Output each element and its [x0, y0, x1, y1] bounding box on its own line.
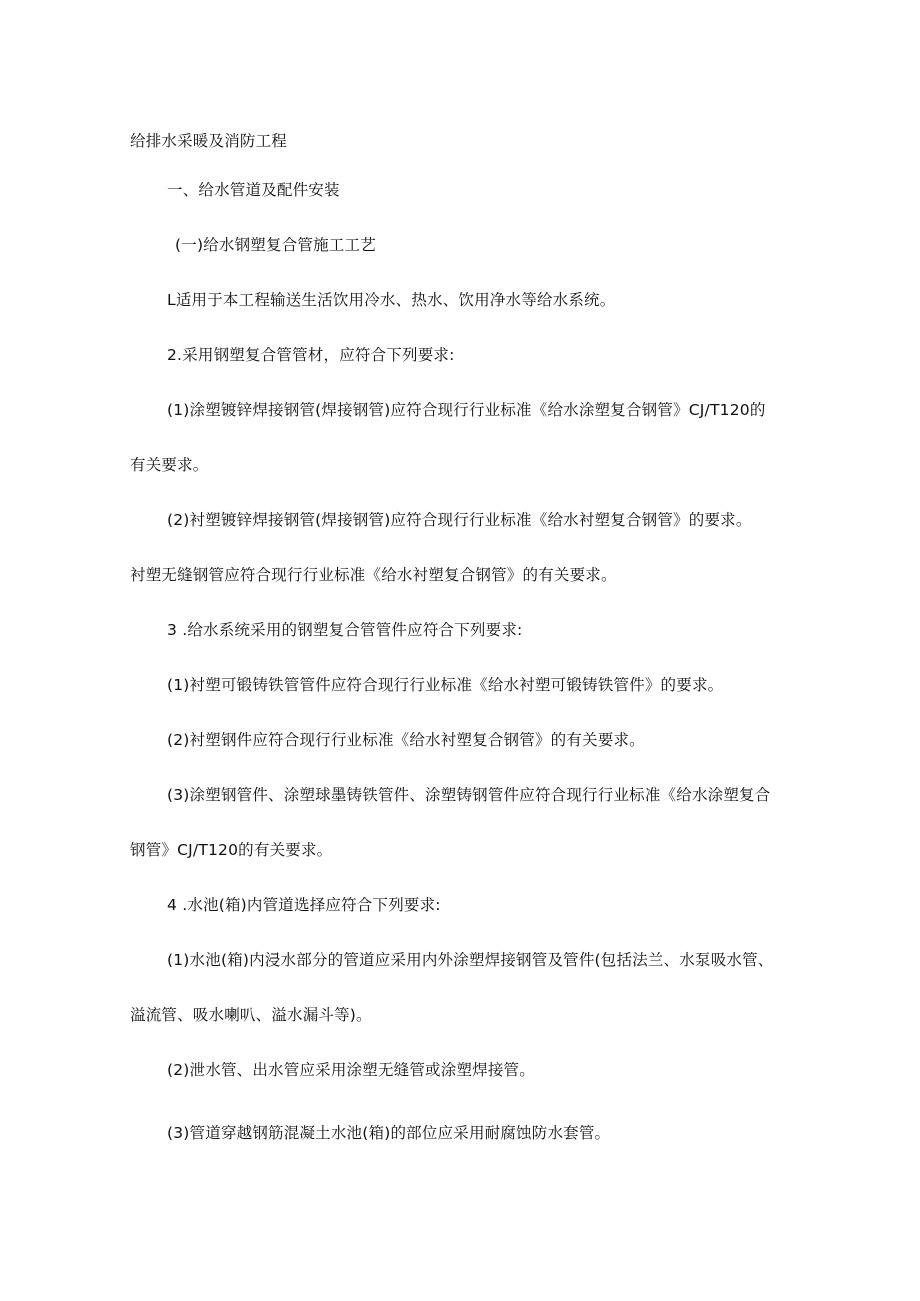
paragraph: (1)衬塑可锻铸铁管管件应符合现行行业标准《给水衬塑可锻铸铁管件》的要求。 — [167, 676, 724, 694]
paragraph: (1)涂塑镀锌焊接钢管(焊接钢管)应符合现行行业标准《给水涂塑复合钢管》CJ/T120的 — [167, 401, 766, 419]
paragraph: 3 .给水系统采用的钢塑复合管管件应符合下列要求: — [167, 621, 523, 639]
paragraph: (3)管道穿越钢筋混凝土水池(箱)的部位应采用耐腐蚀防水套管。 — [167, 1124, 611, 1142]
section-heading: 一、给水管道及配件安装 — [167, 181, 340, 199]
paragraph: 2.采用钢塑复合管管材，应符合下列要求: — [167, 346, 455, 364]
paragraph: 4 .水池(箱)内管道选择应符合下列要求: — [167, 896, 441, 914]
paragraph: (2)衬塑钢件应符合现行行业标准《给水衬塑复合钢管》的有关要求。 — [167, 731, 645, 749]
paragraph: (3)涂塑钢管件、涂塑球墨铸铁管件、涂塑铸钢管件应符合现行行业标准《给水涂塑复合 — [167, 786, 771, 804]
paragraph: L适用于本工程输送生活饮用冷水、热水、饮用净水等给水系统。 — [167, 291, 616, 309]
paragraph-continuation: 有关要求。 — [130, 456, 209, 474]
paragraph: (2)泄水管、出水管应采用涂塑无缝管或涂塑焊接管。 — [167, 1061, 535, 1079]
paragraph-continuation: 溢流管、吸水喇叭、溢水漏斗等)。 — [130, 1006, 372, 1024]
paragraph: (1)水池(箱)内浸水部分的管道应采用内外涂塑焊接钢管及管件(包括法兰、水泵吸水管、 — [167, 951, 774, 969]
paragraph-continuation: 钢管》CJ/T120的有关要求。 — [130, 841, 333, 859]
paragraph: (2)衬塑镀锌焊接钢管(焊接钢管)应符合现行行业标准《给水衬塑复合钢管》的要求。 — [167, 511, 752, 529]
paragraph-continuation: 衬塑无缝钢管应符合现行行业标准《给水衬塑复合钢管》的有关要求。 — [130, 566, 617, 584]
document-title: 给排水采暖及消防工程 — [130, 132, 288, 150]
subsection-heading: (一)给水钢塑复合管施工工艺 — [175, 236, 376, 254]
